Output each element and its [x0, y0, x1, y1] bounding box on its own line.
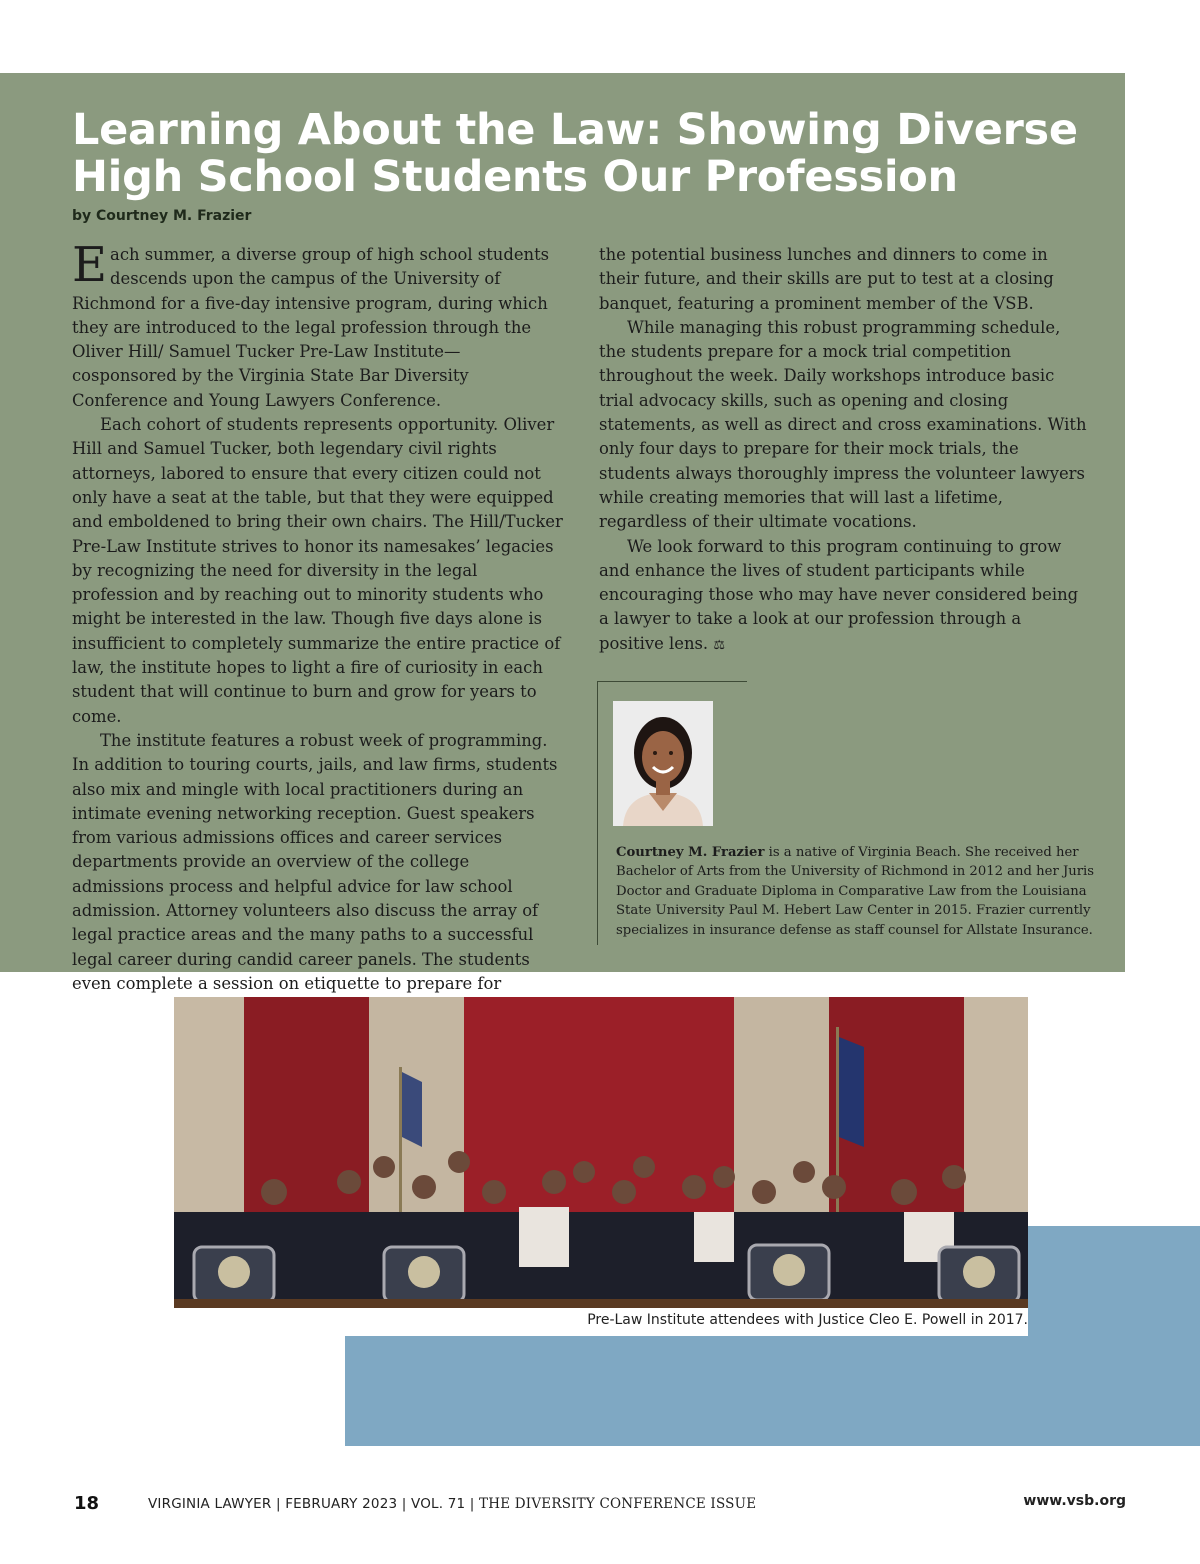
paragraph-1-text: ach summer, a diverse group of high school students descends upon the campus of the University of Richmond for a five-day intensive program, during which they are introduced to the legal profession through the Oliver Hill/ Samuel Tucker Pre-Law Institute—cosponsored by the Virginia State Bar Diversity Conference and Young Lawyers Conference.	[72, 245, 550, 410]
footer-publication	[148, 1496, 756, 1512]
paragraph-3: The institute features a robust week of programming. In addition to touring courts, jails, and law firms, students also mix and mingle with local practitioners during an intimate evening networking reception. Guest speakers from various admissions offices and career services departments provide an overview of the college admissions process and helpful advice for law school admission. Attorney volunteers also discuss the array of legal practice areas and the many paths to a successful legal career during candid career panels. The students even complete a session on etiquette to prepare for	[72, 730, 558, 993]
bio-rule-vertical	[597, 682, 598, 945]
bio-text: is a native of Virginia Beach. She received her Bachelor of Arts from the University of Richmond in 2012 and her Juris Doctor and Graduate Diploma in Comparative Law from the Louisiana State University Paul M. Hebert Law Center in 2015. Frazier currently specializes in insurance defense as staff counsel for Allstate Insurance.	[616, 845, 1095, 938]
bio-name: Courtney M. Frazier	[616, 845, 765, 860]
footer-publication-text: VIRGINIA LAWYER | FEBRUARY 2023 | VOL. 71 |	[148, 1496, 480, 1512]
paragraph-4: While managing this robust programming schedule, the students prepare for a mock trial competition throughout the week. Daily workshops introduce basic trial advocacy skills, such as opening and closing statements, as well as direct and cross examinations. With only four days to prepare for their mock trials, the students always thoroughly impress the volunteer lawyers while creating memories that will last a lifetime, regardless of their ultimate vocations.	[599, 317, 1087, 532]
photo-caption: Pre-Law Institute attendees with Justice Cleo E. Powell in 2017.	[587, 1312, 1028, 1328]
title-line-2: High School Students Our Profession	[72, 152, 958, 202]
title-line-1: Learning About the Law: Showing Diverse	[72, 105, 1078, 155]
page-number: 18	[74, 1493, 100, 1514]
accent-block-bottom	[345, 1336, 1200, 1446]
scales-icon: ⚖	[713, 637, 726, 653]
paragraph-1	[72, 237, 564, 413]
paragraph-5-text: We look forward to this program continuing to grow and enhance the lives of student participants while encouraging those who may have never considered being a lawyer to take a look at our profession through a positive lens.	[599, 536, 1079, 653]
article-column-right	[599, 243, 1089, 658]
author-bio	[616, 843, 1106, 940]
paragraph-5	[599, 535, 1089, 658]
drop-cap: E	[72, 237, 108, 293]
byline: by Courtney M. Frazier	[72, 208, 252, 224]
footer-issue: THE DIVERSITY CONFERENCE ISSUE	[479, 1496, 757, 1512]
article-column-left	[72, 237, 564, 996]
footer-url[interactable]: www.vsb.org	[1023, 1493, 1126, 1509]
paragraph-3-continued: the potential business lunches and dinners to come in their future, and their skills are put to test at a closing banquet, featuring a prominent member of the VSB.	[599, 245, 1054, 313]
group-photo	[174, 997, 1028, 1308]
paragraph-2: Each cohort of students represents opportunity. Oliver Hill and Samuel Tucker, both legendary civil rights attorneys, labored to ensure that every citizen could not only have a seat at the table, but that they were equipped and emboldened to bring their own chairs. The Hill/Tucker Pre-Law Institute strives to honor its namesakes’ legacies by recognizing the need for diversity in the legal profession and by reaching out to minority students who might be interested in the law. Though five days alone is insufficient to completely summarize the entire practice of law, the institute hopes to light a fire of curiosity in each student that will continue to burn and grow for years to come.	[72, 415, 563, 726]
author-headshot	[613, 701, 713, 826]
bio-rule-horizontal	[597, 681, 747, 682]
article-title	[72, 107, 1112, 201]
